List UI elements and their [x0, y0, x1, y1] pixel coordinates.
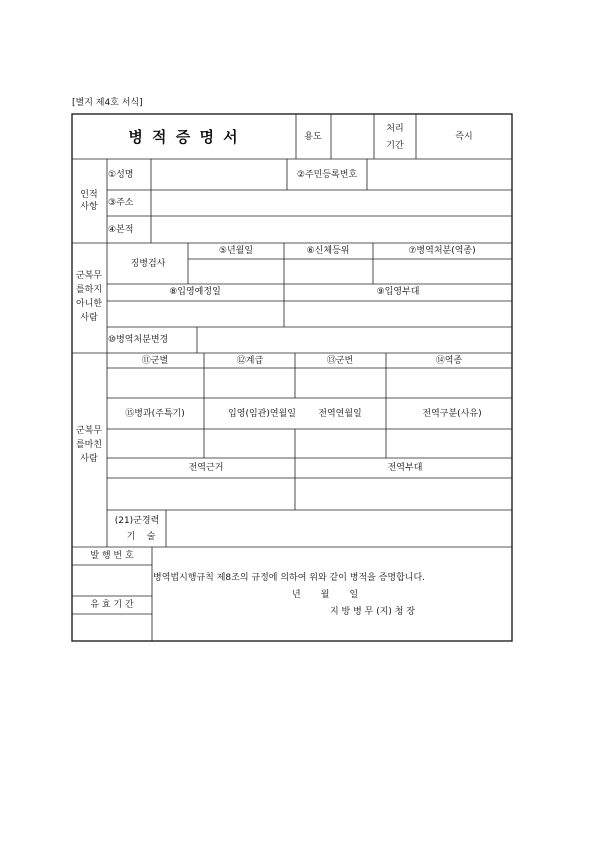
service-no-label: ⑬군번	[326, 355, 354, 366]
branch-label: ⑪군별	[141, 355, 169, 366]
physical-grade-field[interactable]	[284, 259, 373, 284]
issue-no-label: 발 행 번 호	[90, 550, 134, 561]
name-field[interactable]	[151, 159, 287, 190]
exam-label: 징병검사	[130, 258, 166, 269]
address-label: ③주소	[108, 197, 134, 208]
commission-date-field[interactable]	[204, 429, 295, 458]
career-label-2: 기 술	[126, 531, 156, 542]
specialty-label: ⑮병과(주특기)	[125, 408, 185, 419]
validity-field[interactable]	[72, 614, 152, 641]
discharge-unit-field[interactable]	[295, 478, 512, 510]
issue-no-field[interactable]	[72, 565, 152, 596]
disposition-label: ⑦병역처분(역종)	[408, 245, 476, 256]
career-label-1: (21)군경력	[114, 515, 160, 526]
domicile-field[interactable]	[151, 216, 512, 243]
enlist-unit-label: ⑨입영부대	[376, 286, 420, 297]
personal-section-label	[80, 189, 97, 213]
planned-enlist-date-field[interactable]	[107, 301, 284, 327]
not-served-section-label	[76, 270, 102, 326]
processing-label-1: 처리	[386, 123, 404, 134]
form-label: [별지 제4호 서식]	[72, 97, 143, 108]
discharge-unit-label: 전역부대	[387, 462, 423, 473]
commission-date-label: 입영(임관)연월일	[228, 408, 296, 419]
processing-value: 즉시	[455, 131, 473, 142]
address-field[interactable]	[151, 190, 512, 216]
discharge-type-field[interactable]	[386, 429, 512, 458]
validity-label: 유 효 기 간	[90, 599, 134, 610]
physical-grade-label: ⑥신체등위	[306, 245, 350, 256]
enlist-unit-field[interactable]	[284, 301, 512, 327]
served-line-1: 군복무	[75, 426, 103, 437]
usage-label: 용도	[304, 131, 322, 142]
resident-no-field[interactable]	[367, 159, 512, 190]
not-served-line-3: 아니한	[75, 299, 103, 309]
exam-date-label: ⑤년월일	[218, 245, 254, 256]
military-career-field[interactable]	[166, 510, 512, 547]
served-line-3: 사람	[80, 453, 98, 464]
branch-field[interactable]	[107, 368, 204, 398]
specialty-field[interactable]	[107, 429, 204, 458]
service-type-field[interactable]	[386, 368, 512, 398]
date-line: 년 월 일	[292, 589, 359, 600]
processing-label-2: 기간	[386, 140, 404, 151]
rank-label: ⑫계급	[236, 355, 264, 366]
personal-section-line-1: 인적	[80, 189, 98, 200]
not-served-line-2: 를하지	[75, 285, 103, 296]
name-label: ①성명	[108, 169, 134, 180]
disposition-field[interactable]	[373, 259, 512, 284]
not-served-line-1: 군복무	[75, 271, 103, 282]
page-title: 병 적 증 명 서	[128, 127, 240, 146]
discharge-type-label: 전역구분(사유)	[422, 408, 482, 419]
resident-no-label: ②주민등록번호	[296, 169, 358, 180]
domicile-label: ④본적	[108, 224, 134, 235]
issuer-name: 지 방 병 무 (지) 청 장	[330, 606, 416, 617]
discharge-basis-field[interactable]	[107, 478, 295, 510]
personal-section-line-2: 사항	[80, 202, 98, 212]
rank-field[interactable]	[204, 368, 295, 398]
planned-enlist-date-label: ⑧입영예정일	[169, 286, 221, 297]
served-section-label	[76, 425, 102, 467]
certification-text: 병역법시행규칙 제8조의 규정에 의하여 위와 같이 병적을 증명합니다.	[153, 572, 426, 583]
service-no-field[interactable]	[295, 368, 386, 398]
usage-field[interactable]	[332, 115, 375, 160]
discharge-date-label: 전역연월일	[318, 408, 362, 419]
service-type-label: ⑭역종	[435, 355, 463, 366]
exam-date-field[interactable]	[188, 259, 284, 284]
disposition-change-label: ⑩병역처분변경	[108, 334, 169, 345]
served-line-2: 를마친	[75, 440, 103, 451]
discharge-date-field[interactable]	[295, 429, 386, 458]
not-served-line-4: 사람	[80, 312, 98, 323]
disposition-change-field[interactable]	[197, 327, 512, 353]
discharge-basis-label: 전역근거	[188, 462, 224, 473]
